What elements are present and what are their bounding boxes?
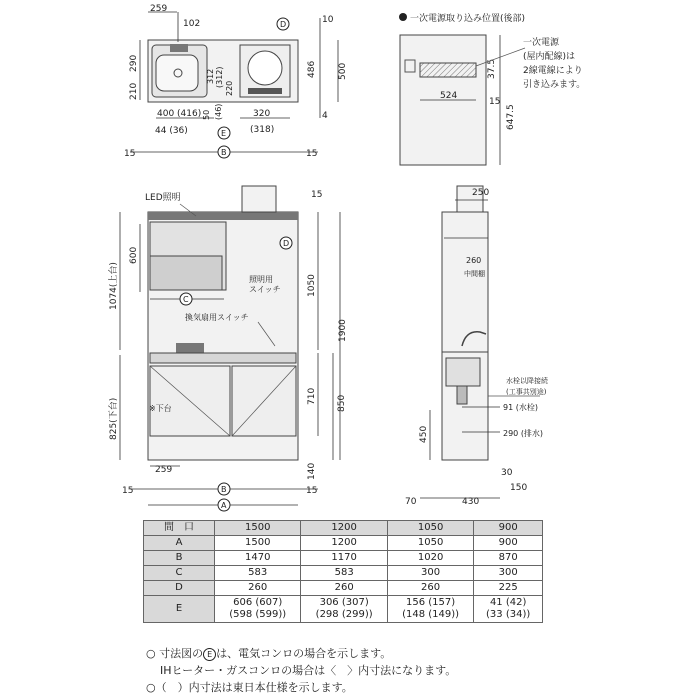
- wall-note: ※下台: [149, 404, 172, 413]
- row-label: E: [144, 596, 215, 623]
- dim-102: 102: [183, 19, 201, 29]
- notes: [146, 645, 456, 696]
- power-note-3: 2線電線により: [523, 66, 583, 76]
- dim-15-right-top: 15: [306, 149, 318, 159]
- dim-259-top: 259: [150, 4, 168, 14]
- dim-318: (318): [250, 125, 275, 135]
- label-d-front: D: [283, 239, 290, 248]
- row-label: C: [144, 566, 215, 581]
- row-label: B: [144, 551, 215, 566]
- table-cell: 1050: [387, 536, 473, 551]
- dim-4: 4: [322, 111, 328, 121]
- table-cell-e: 606 (607) (598 (599)): [215, 596, 301, 623]
- led-label: LED照明: [145, 193, 181, 203]
- water-note-1: 水栓以降接続: [506, 377, 548, 385]
- dim-15-left-top: 15: [124, 149, 136, 159]
- dim-44: 44 (36): [155, 126, 188, 136]
- sink-section: [446, 358, 480, 386]
- sink-bowl: [156, 55, 198, 91]
- light-switch-label-1: 照明用: [249, 275, 273, 284]
- label-d-top: D: [280, 20, 287, 29]
- e-mark-icon: E: [203, 648, 216, 661]
- upper-cabinet-side: [442, 212, 488, 352]
- table-cell: 1170: [301, 551, 387, 566]
- table-cell: 260: [301, 581, 387, 596]
- table-cell: 1200: [301, 536, 387, 551]
- dim-210: 210: [129, 82, 139, 100]
- dim-710: 710: [307, 387, 317, 405]
- dim-260: 260: [466, 256, 482, 265]
- dim-850: 850: [337, 394, 347, 412]
- note-3: ○（ ）内寸法は東日本仕様を示します。: [146, 681, 353, 694]
- table-row: [144, 581, 543, 596]
- water-note-2: (工事共別途): [506, 388, 547, 396]
- faucet-icon: [170, 44, 188, 52]
- table-header-row: [144, 521, 543, 536]
- table-cell: 870: [474, 551, 543, 566]
- range-hood-panel: [150, 256, 222, 290]
- dim-450: 450: [419, 425, 429, 443]
- dim-312: 312: [206, 68, 215, 84]
- label-e: E: [221, 129, 227, 138]
- table-cell: 225: [474, 581, 543, 596]
- countertop-front: [150, 353, 296, 363]
- light-switch-label-2: スイッチ: [249, 285, 281, 294]
- dim-400: 400 (416): [157, 109, 202, 119]
- table-cell: 260: [387, 581, 473, 596]
- table-cell: 583: [215, 566, 301, 581]
- power-note-2: (屋内配線)は: [523, 52, 576, 62]
- table-cell: 300: [387, 566, 473, 581]
- table-cell: 900: [474, 536, 543, 551]
- dim-140: 140: [307, 462, 317, 480]
- dim-15-front-top: 15: [311, 190, 323, 200]
- table-row: [144, 536, 543, 551]
- dim-250: 250: [472, 188, 490, 198]
- dim-91: 91 (水栓): [503, 403, 538, 412]
- dim-150: 150: [510, 483, 528, 493]
- dim-70: 70: [405, 497, 417, 507]
- dim-30: 30: [501, 468, 513, 478]
- faucet-front-icon: [176, 343, 204, 353]
- dim-486: 486: [307, 60, 317, 78]
- table-cell: 1470: [215, 551, 301, 566]
- dim-15-left-front: 15: [122, 486, 134, 496]
- row-label: A: [144, 536, 215, 551]
- dim-46: (46): [214, 103, 223, 120]
- label-a: A: [221, 501, 227, 510]
- row-label: D: [144, 581, 215, 596]
- size-spec-table: [143, 520, 543, 623]
- table-cell: 583: [301, 566, 387, 581]
- dim-290-drain: 290 (排水): [503, 429, 544, 438]
- dim-312-alt: (312): [215, 66, 224, 88]
- power-title: 一次電源取り込み位置(後部): [410, 14, 526, 24]
- dim-320: 320: [253, 109, 271, 119]
- table-row: [144, 566, 543, 581]
- power-note-1: 一次電源: [523, 38, 560, 48]
- dim-1074-upper: 1074(上台): [109, 262, 119, 310]
- dim-37-5: 37.5: [487, 58, 497, 79]
- note-2: IHヒーター・ガスコンロの場合は〈 〉内寸法になります。: [160, 664, 457, 677]
- table-header-cell: 1500: [215, 521, 301, 536]
- middle-shelf-label: 中間棚: [464, 270, 485, 278]
- table-header-cell: 1200: [301, 521, 387, 536]
- dim-500: 500: [338, 62, 348, 80]
- power-inlet-view: [399, 12, 585, 165]
- dim-290: 290: [129, 54, 139, 72]
- table-header-cell: 900: [474, 521, 543, 536]
- dim-1050: 1050: [307, 274, 317, 297]
- dim-1900: 1900: [338, 319, 348, 342]
- table-cell-e: 41 (42) (33 (34)): [474, 596, 543, 623]
- table-header-cell: 間 口: [144, 521, 215, 536]
- power-inlet-area: [420, 63, 476, 77]
- dim-647-5: 647.5: [506, 104, 516, 130]
- front-view: [107, 186, 348, 511]
- led-light-bar: [148, 212, 298, 220]
- dim-220: 220: [225, 80, 234, 96]
- dim-10: 10: [322, 15, 334, 25]
- dim-259-front: 259: [155, 465, 173, 475]
- dim-524: 524: [440, 91, 458, 101]
- table-cell-e: 156 (157) (148 (149)): [387, 596, 473, 623]
- dim-430: 430: [462, 497, 480, 507]
- label-c: C: [183, 295, 189, 304]
- table-row: [144, 596, 543, 623]
- dim-15-right-front: 15: [306, 486, 318, 496]
- table-cell: 1500: [215, 536, 301, 551]
- dim-600: 600: [129, 246, 139, 264]
- fan-switch-label: 換気扇用スイッチ: [185, 313, 249, 322]
- table-header-cell: 1050: [387, 521, 473, 536]
- table-cell: 300: [474, 566, 543, 581]
- note-1: ○ 寸法図の E は、電気コンロの場合を示します。: [146, 647, 392, 660]
- cooker-controls: [248, 88, 282, 94]
- burner-icon: [248, 51, 282, 85]
- top-view: [124, 4, 348, 159]
- table-row: [144, 551, 543, 566]
- dim-50: 50: [202, 109, 211, 120]
- table-cell: 1020: [387, 551, 473, 566]
- table-cell: 260: [215, 581, 301, 596]
- drain-trap: [457, 386, 467, 404]
- power-note-4: 引き込みます。: [523, 80, 586, 90]
- side-view: [405, 186, 548, 507]
- label-b-front: B: [221, 485, 227, 494]
- table-cell-e: 306 (307) (298 (299)): [301, 596, 387, 623]
- dim-825-lower: 825(下台): [109, 397, 119, 440]
- bullet-icon: [399, 13, 407, 21]
- label-b-top: B: [221, 148, 227, 157]
- dim-15-power: 15: [489, 97, 501, 107]
- exhaust-duct: [242, 186, 276, 212]
